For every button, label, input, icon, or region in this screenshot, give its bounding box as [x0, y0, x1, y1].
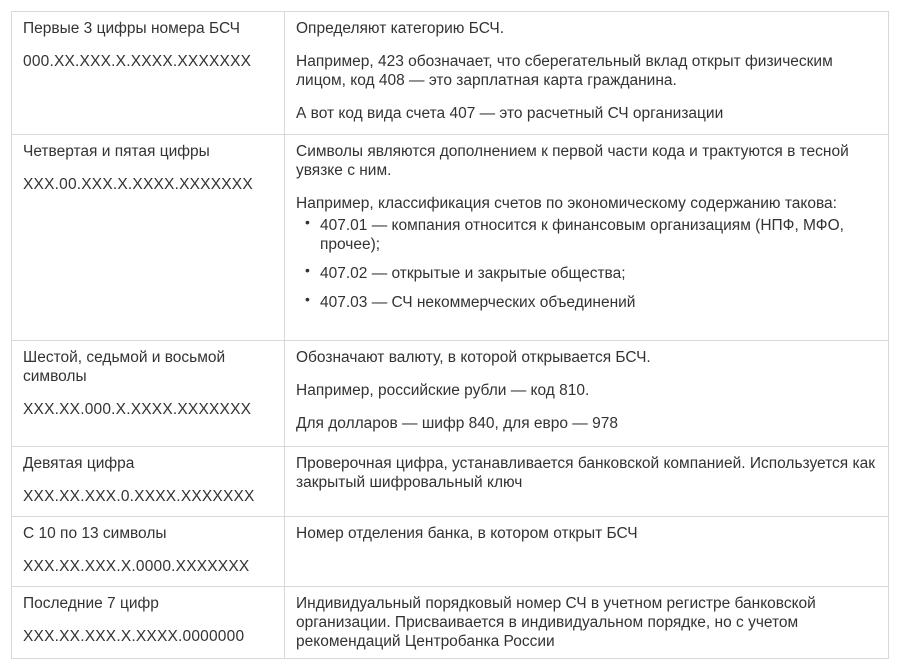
- digit-mask: XXX.XX.XXX.X.0000.XXXXXXX: [23, 558, 250, 575]
- description-paragraph: Обозначают валюту, в которой открывается БСЧ.: [296, 349, 651, 366]
- list-item-text: 407.02 — открытые и закрытые общества;: [320, 265, 626, 282]
- digit-mask: XXX.00.XXX.X.XXXX.XXXXXXX: [23, 176, 253, 193]
- description-cell: [285, 135, 889, 341]
- bullet-dot-icon: •: [305, 262, 310, 278]
- description-paragraph: Например, классификация счетов по экономическому содержанию такова:: [296, 195, 837, 212]
- description-cell: [285, 587, 889, 659]
- table-row: [12, 341, 889, 447]
- digit-position-cell: [12, 135, 285, 341]
- digit-mask: 000.XX.XXX.X.XXXX.XXXXXXX: [23, 53, 252, 70]
- description-paragraph: Символы являются дополнением к первой части кода и трактуются в тесной увязке с ним.: [296, 143, 849, 179]
- description-paragraph: А вот код вида счета 407 — это расчетный СЧ организации: [296, 105, 724, 122]
- list-item: [305, 214, 877, 254]
- description-paragraph: Например, российские рубли — код 810.: [296, 382, 590, 399]
- bullet-list: [296, 216, 877, 312]
- description-paragraph: Индивидуальный порядковый номер СЧ в учетном регистре банковской организации. Присваивается в индивидуальном порядке, но с учетом рекомендаций Центробанка России: [296, 595, 816, 650]
- description-cell: [285, 341, 889, 447]
- bullet-dot-icon: •: [305, 214, 310, 230]
- account-number-table: [11, 11, 889, 659]
- table-row: [12, 12, 889, 135]
- table-row: [12, 135, 889, 341]
- list-item-text: 407.03 — СЧ некоммерческих объединений: [320, 294, 636, 311]
- list-item-text: 407.01 — компания относится к финансовым организациям (НПФ, МФО, прочее);: [320, 217, 844, 253]
- digit-position-cell: [12, 587, 285, 659]
- description-paragraph: Для долларов — шифр 840, для евро — 978: [296, 415, 618, 432]
- description-paragraph: Номер отделения банка, в котором открыт БСЧ: [296, 525, 638, 542]
- description-cell: [285, 12, 889, 135]
- description-cell: [285, 517, 889, 587]
- description-paragraph: Например, 423 обозначает, что сберегательный вклад открыт физическим лицом, код 408 — это зарплатная карта гражданина.: [296, 53, 833, 89]
- description-paragraph: Определяют категорию БСЧ.: [296, 20, 505, 37]
- description-paragraph: Проверочная цифра, устанавливается банковской компанией. Используется как закрытый шифровальный ключ: [296, 455, 876, 491]
- digit-position-cell: [12, 517, 285, 587]
- list-item: [305, 291, 877, 312]
- digit-position-title: Шестой, седьмой и восьмой символы: [23, 349, 226, 385]
- digit-position-cell: [12, 341, 285, 447]
- digit-position-title: Последние 7 цифр: [23, 595, 159, 612]
- bullet-dot-icon: •: [305, 291, 310, 307]
- digit-position-title: Девятая цифра: [23, 455, 135, 472]
- digit-position-title: Первые 3 цифры номера БСЧ: [23, 20, 240, 37]
- digit-mask: XXX.XX.000.X.XXXX.XXXXXXX: [23, 401, 252, 418]
- digit-position-title: С 10 по 13 символы: [23, 525, 167, 542]
- table-row: [12, 447, 889, 517]
- digit-position-title: Четвертая и пятая цифры: [23, 143, 210, 160]
- description-cell: [285, 447, 889, 517]
- digit-position-cell: [12, 12, 285, 135]
- table-row: [12, 587, 889, 659]
- table-row: [12, 517, 889, 587]
- digit-mask: XXX.XX.XXX.X.XXXX.0000000: [23, 628, 245, 645]
- list-item: [305, 262, 877, 283]
- digit-position-cell: [12, 447, 285, 517]
- digit-mask: XXX.XX.XXX.0.XXXX.XXXXXXX: [23, 488, 255, 505]
